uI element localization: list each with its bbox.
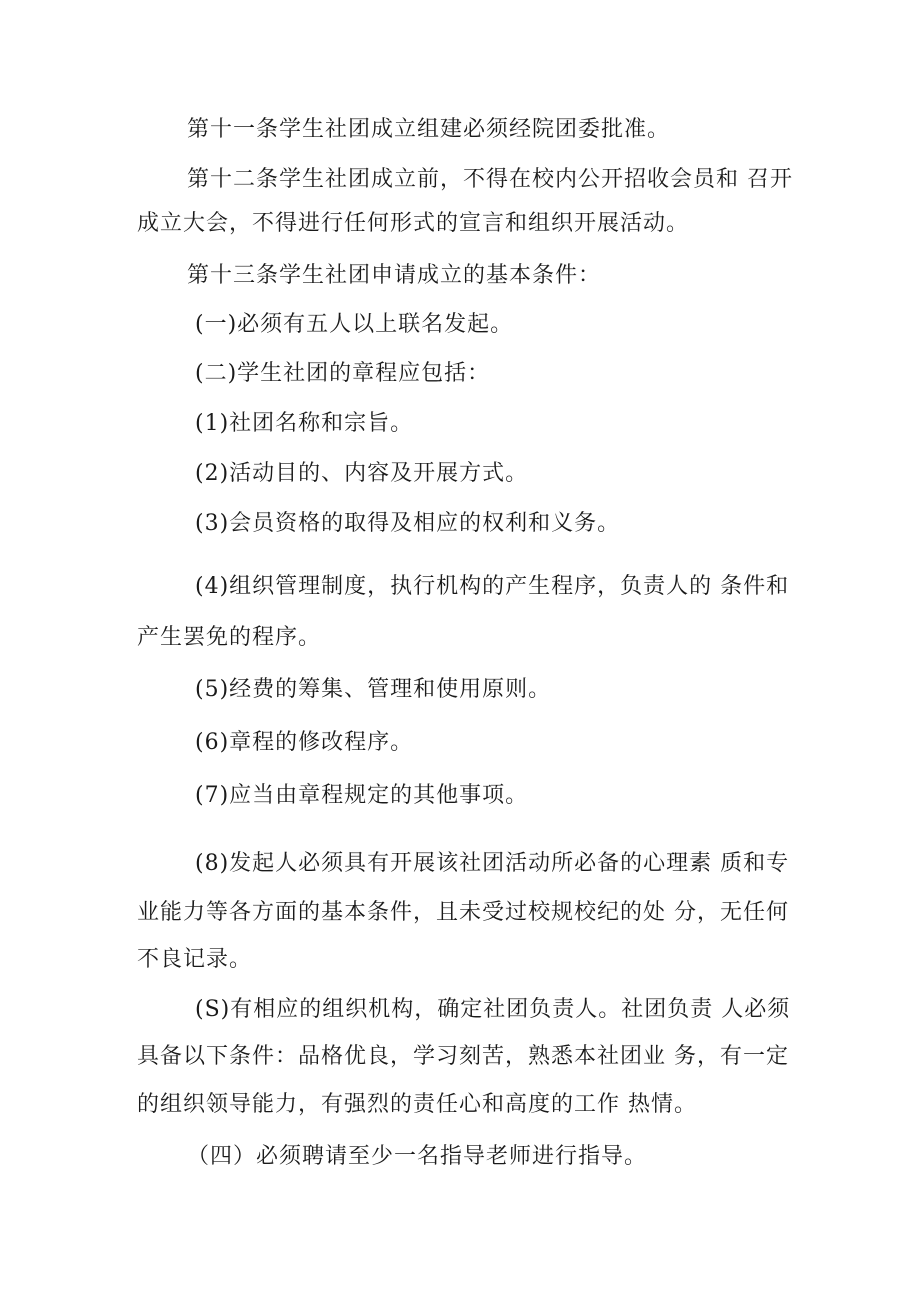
- charter-item-s-line-1: (S)有相应的组织机构，确定社团负责人。社团负责 人必须: [195, 997, 791, 1022]
- charter-item-4-line-2: 产生罢免的程序。: [137, 625, 322, 650]
- charter-item-2: (2)活动目的、内容及开展方式。: [195, 461, 529, 486]
- charter-item-8-line-2: 业能力等各方面的基本条件，且未受过校规校纪的处 分，无任何: [137, 900, 789, 925]
- charter-item-s-line-2: 具备以下条件：品格优良，学习刻苦，熟悉本社团业 务，有一定: [137, 1044, 789, 1069]
- charter-item-7: (7)应当由章程规定的其他事项。: [195, 783, 529, 808]
- article-13: 第十三条学生社团申请成立的基本条件：: [187, 263, 602, 288]
- condition-4: （四）必须聘请至少一名指导老师进行指导。: [187, 1144, 648, 1169]
- charter-item-8-line-1: (8)发起人必须具有开展该社团活动所必备的心理素 质和专: [195, 851, 790, 876]
- condition-2: (二)学生社团的章程应包括：: [195, 361, 491, 386]
- charter-item-8-line-3: 不良记录。: [137, 947, 253, 972]
- charter-item-3: (3)会员资格的取得及相应的权利和义务。: [195, 511, 621, 536]
- article-12-line-1: 第十二条学生社团成立前，不得在校内公开招收会员和 召开: [187, 167, 793, 192]
- article-12-line-2: 成立大会，不得进行任何形式的宣言和组织开展活动。: [137, 211, 690, 236]
- charter-item-1: (1)社团名称和宗旨。: [195, 411, 414, 436]
- article-11: 第十一条学生社团成立组建必须经院团委批准。: [187, 117, 671, 142]
- condition-1: (一)必须有五人以上联名发起。: [195, 312, 514, 337]
- charter-item-6: (6)章程的修改程序。: [195, 730, 414, 755]
- charter-item-s-line-3: 的组织领导能力，有强烈的责任心和高度的工作 热情。: [137, 1092, 697, 1117]
- charter-item-5: (5)经费的筹集、管理和使用原则。: [195, 677, 552, 702]
- charter-item-4-line-1: (4)组织管理制度，执行机构的产生程序，负责人的 条件和: [195, 574, 790, 599]
